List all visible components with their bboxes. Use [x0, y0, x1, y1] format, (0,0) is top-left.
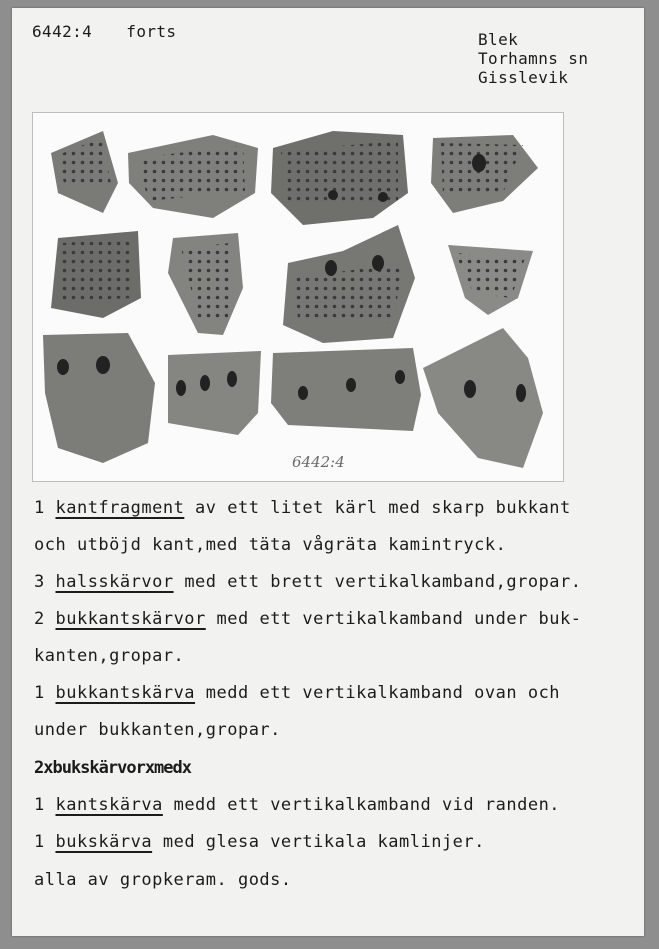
- description-line: [34, 572, 582, 592]
- item-count: 2: [34, 609, 56, 629]
- catalog-header: [32, 22, 176, 41]
- item-count: 3: [34, 572, 56, 592]
- item-count: 1: [34, 683, 56, 703]
- sherd-term: bukkantskärvor: [55, 609, 206, 629]
- line-text: av ett litet kärl med skarp bukkant: [184, 498, 571, 518]
- catalog-card: [12, 8, 644, 936]
- line-text: med ett vertikalkamband under buk-: [205, 609, 582, 629]
- description-line: [34, 535, 506, 555]
- fragment-3: [271, 131, 408, 225]
- sherd-term: bukkantskärva: [55, 683, 196, 703]
- description-line: [34, 758, 191, 778]
- fragment-8: [448, 245, 533, 315]
- description-line: [34, 498, 571, 518]
- description-line: [34, 646, 184, 666]
- fragment-12: [423, 328, 543, 468]
- line-text: medd ett vertikalkamband vid randen.: [162, 795, 561, 815]
- continuation-note: forts: [126, 22, 177, 41]
- description-line: [34, 609, 582, 629]
- fragment-10: [168, 351, 261, 435]
- catalog-number: 6442:4: [32, 22, 93, 41]
- fragment-5: [51, 231, 141, 318]
- sherd-term: bukskärva: [55, 832, 153, 852]
- item-count: 1: [34, 832, 56, 852]
- fragment-6: [168, 233, 243, 335]
- description-line: [34, 832, 485, 852]
- location-site: Gisslevik: [478, 68, 569, 87]
- description-line: [34, 870, 292, 890]
- sherds-photograph: [32, 112, 564, 482]
- photo-catalog-label: 6442:4: [292, 453, 345, 471]
- fragment-1: [51, 131, 118, 213]
- fragment-7: [283, 225, 415, 343]
- line-text: med ett brett vertikalkamband,gropar.: [173, 572, 582, 592]
- line-text: och utböjd kant,med täta vågräta kamintryck.: [34, 535, 507, 555]
- fragment-4: [431, 135, 538, 213]
- location-parish: Torhamns sn: [478, 49, 589, 68]
- line-text: alla av gropkeram. gods.: [34, 870, 292, 890]
- fragment-2: [128, 135, 258, 218]
- item-count: 1: [34, 498, 56, 518]
- location-province: Blek: [478, 30, 519, 49]
- description-line: [34, 720, 281, 740]
- line-text: under bukkanten,gropar.: [34, 720, 281, 740]
- sherds-image: [33, 113, 563, 481]
- line-text: medd ett vertikalkamband ovan och: [195, 683, 561, 703]
- description-line: [34, 795, 560, 815]
- sherd-term: kantfragment: [55, 498, 185, 518]
- sherd-term: kantskärva: [55, 795, 163, 815]
- fragment-11: [271, 348, 421, 431]
- description-line: [34, 683, 560, 703]
- location-block: [478, 30, 588, 87]
- line-text: 2xbukskärvorxmedx: [34, 758, 191, 778]
- item-count: 1: [34, 795, 56, 815]
- sherd-term: halsskärvor: [55, 572, 174, 592]
- line-text: kanten,gropar.: [34, 646, 185, 666]
- fragment-9: [43, 333, 155, 463]
- line-text: med glesa vertikala kamlinjer.: [152, 832, 485, 852]
